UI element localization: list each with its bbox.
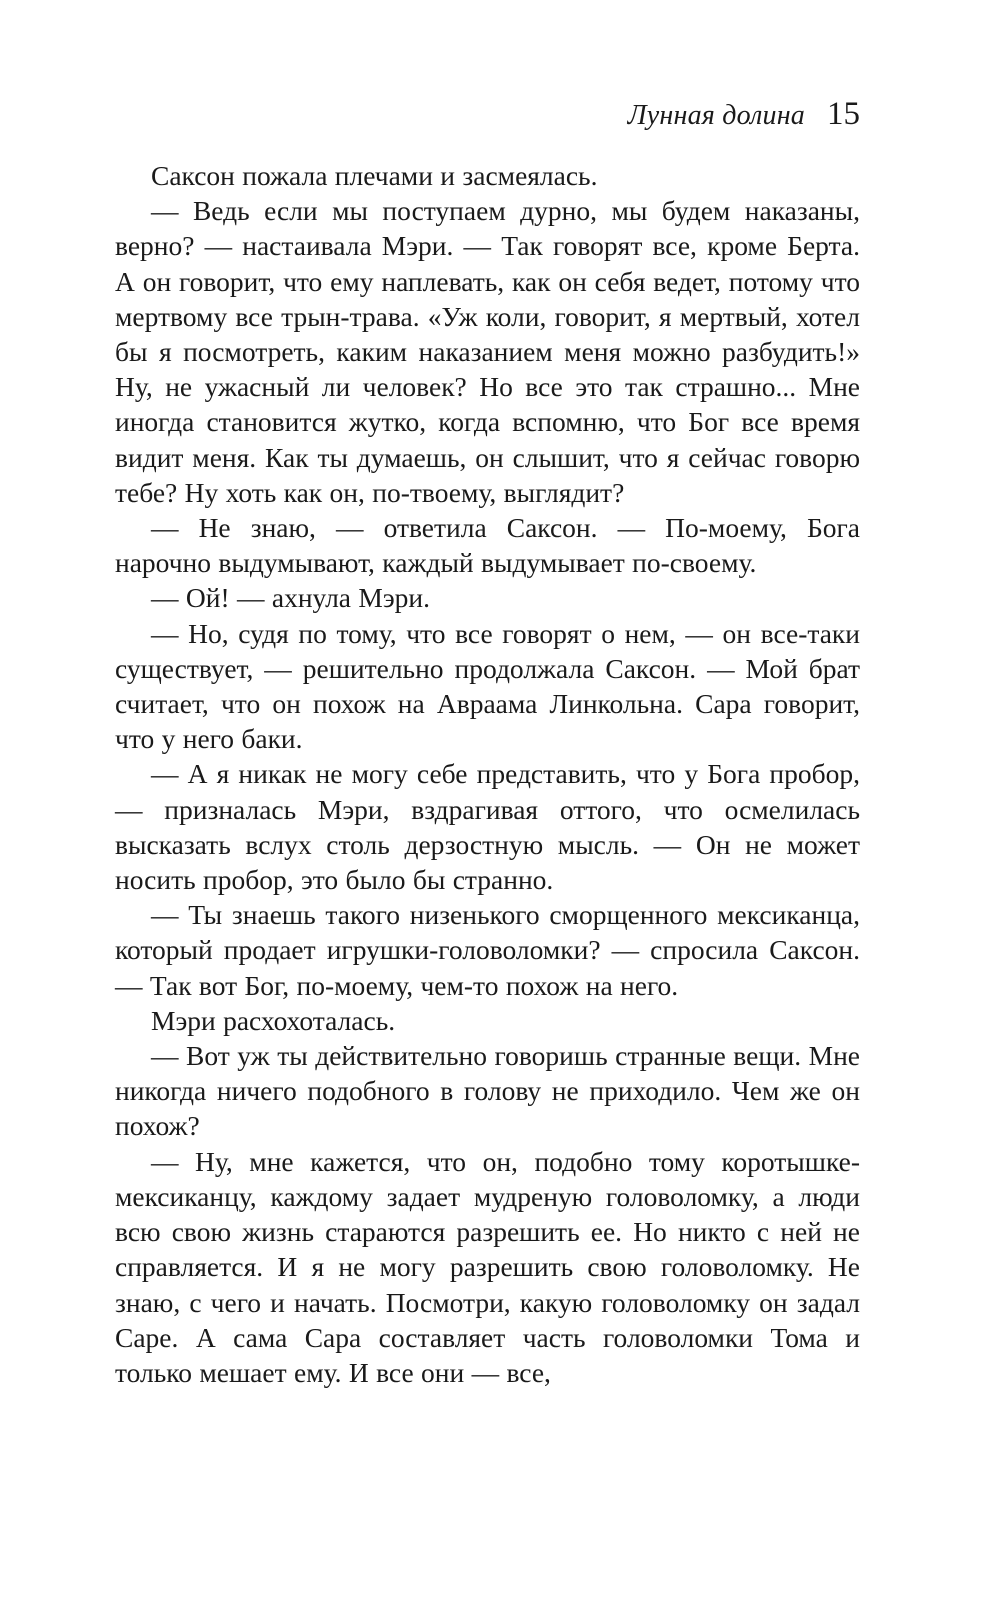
body-text <box>115 158 860 1390</box>
paragraph: — Не знаю, — ответила Саксон. — По-моему, Бога нарочно выдумывают, каждый выдумывает по-своему. <box>115 512 860 579</box>
paragraph: Мэри расхохоталась. <box>151 1004 396 1036</box>
page-number: 15 <box>827 96 860 132</box>
paragraph: — А я никак не могу себе представить, что у Бога пробор, — призналась Мэри, вздрагивая оттого, что осмелилась высказать вслух столь дерзостную мысль. — Он не может носить пробор, это было бы странно. <box>115 758 860 896</box>
running-title: Лунная долина <box>627 100 805 131</box>
paragraph: Саксон пожала плечами и засмеялась. <box>151 160 598 191</box>
running-head <box>628 96 860 146</box>
paragraph: — Ой! — ахнула Мэри. <box>151 582 430 614</box>
paragraph: — Ну, мне кажется, что он, подобно тому коротышке-мексиканцу, каждому задает мудреную головоломку, а люди всю свою жизнь стараются разрешить ее. Но никто с ней не справляется. И я не могу разрешить свою головоломку. Не знаю, с чего и начать. Посмотри, какую головоломку он задал Саре. А сама Сара составляет часть головоломки Тома и только мешает ему. И все они — все, <box>115 1145 860 1388</box>
paragraph: — Но, судя по тому, что все говорят о нем, — он все-таки существует, — решительно продолжала Саксон. — Мой брат считает, что он похож на Авраама Линкольна. Сара говорит, что у него баки. <box>115 617 860 755</box>
paragraph: — Ты знаешь такого низенького сморщенного мексиканца, который продает игрушки-головоломки? — спросила Саксон. — Так вот Бог, по-моему, чем-то похож на него. <box>115 899 860 1001</box>
paragraph: — Ведь если мы поступаем дурно, мы будем наказаны, верно? — настаивала Мэри. — Так говорят все, кроме Берта. А он говорит, что ему наплевать, как он себя ведет, потому что мертвому все трын-трава. «Уж коли, говорит, я мертвый, хотел бы я посмотреть, каким наказанием меня можно разбудить!» Ну, не ужасный ли человек? Но все это так страшно... Мне иногда становится жутко, когда вспомню, что Бог все время видит меня. Как ты думаешь, он слышит, что я сейчас говорю тебе? Ну хоть как он, по-твоему, выглядит? <box>115 195 860 508</box>
paragraph: — Вот уж ты действительно говоришь странные вещи. Мне никогда ничего подобного в голову не приходило. Чем же он похож? <box>115 1040 860 1142</box>
